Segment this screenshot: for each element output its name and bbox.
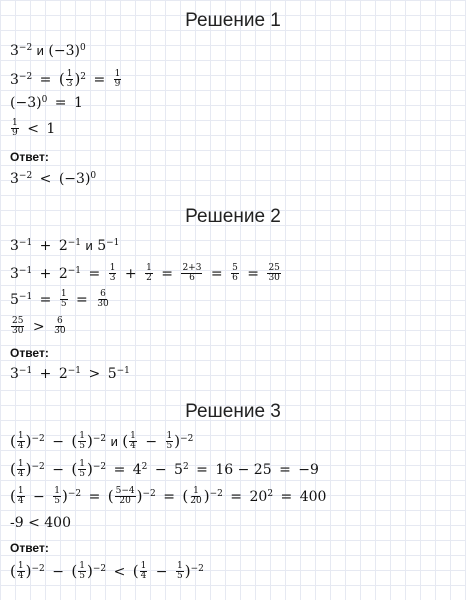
section-3-title: Решение 3 <box>185 401 281 422</box>
section-1-title: Решение 1 <box>185 10 281 31</box>
s2-answer: $3^{-1} + 2^{-1} > 5^{-1}$ <box>10 366 130 382</box>
s1-answer: $3^{-2} < (-3)^0$ <box>10 171 97 187</box>
s2-line-4: $\frac{25}{30}$ > $\frac{6}{30}$ <box>12 316 66 337</box>
section-2-title: Решение 2 <box>185 206 281 227</box>
s1-line-3: $(-3)^0 = 1$ <box>10 95 83 111</box>
s2-line-1: $3^{-1} + 2^{-1}$ и $5^{-1}$ <box>10 238 120 254</box>
s3-line-2: ( $\frac{1}{4}$ )$^{-2}$ − ( $\frac{1}{5}$ )$^{-2} = 4^2 - 5^2 = 16 - 25 = -9$ <box>10 459 319 480</box>
s3-line-3: ( $\frac{1}{4}$ − $\frac{1}{5}$ )$^{-2}$ = ( $\frac{5-4}{20}$ )$^{-2}$ = ( $\frac{1}{20}$ )$^{-2} = 20^2 = 400$ <box>10 486 327 507</box>
s1-answer-label: Ответ: <box>10 150 49 164</box>
s2-line-3: $5^{-1}$ = $\frac{1}{5}$ = $\frac{6}{30}$ <box>10 289 109 310</box>
s1-line-1: $3^{-2}$ и $(-3)^0$ <box>10 43 86 59</box>
s1-line-4: $\frac{1}{9}$ < 1 <box>12 118 56 139</box>
s3-answer: ( $\frac{1}{4}$ )$^{-2}$ − ( $\frac{1}{5}$ )$^{-2}$ < ( $\frac{1}{4}$ − $\frac{1}{5}$ )$^{-2}$ <box>10 561 204 582</box>
s1-line-2: $3^{-2}$ = ( $\frac{1}{3}$ )$^2$ = $\frac{1}{9}$ <box>10 69 121 90</box>
s2-line-2: $3^{-1} + 2^{-1}$ = $\frac{1}{3}$ + $\frac{1}{2}$ = $\frac{2+3}{6}$ = $\frac{5}{6}$ = $\frac{25}{30}$ <box>10 263 280 284</box>
s3-line-1: ( $\frac{1}{4}$ )$^{-2}$ − ( $\frac{1}{5}$ )$^{-2}$ и ( $\frac{1}{4}$ − $\frac{1}{5}$ )$^{-2}$ <box>10 431 194 452</box>
s3-answer-label: Ответ: <box>10 541 49 555</box>
s3-line-4: -9 < 400 <box>10 515 71 531</box>
s2-answer-label: Ответ: <box>10 346 49 360</box>
